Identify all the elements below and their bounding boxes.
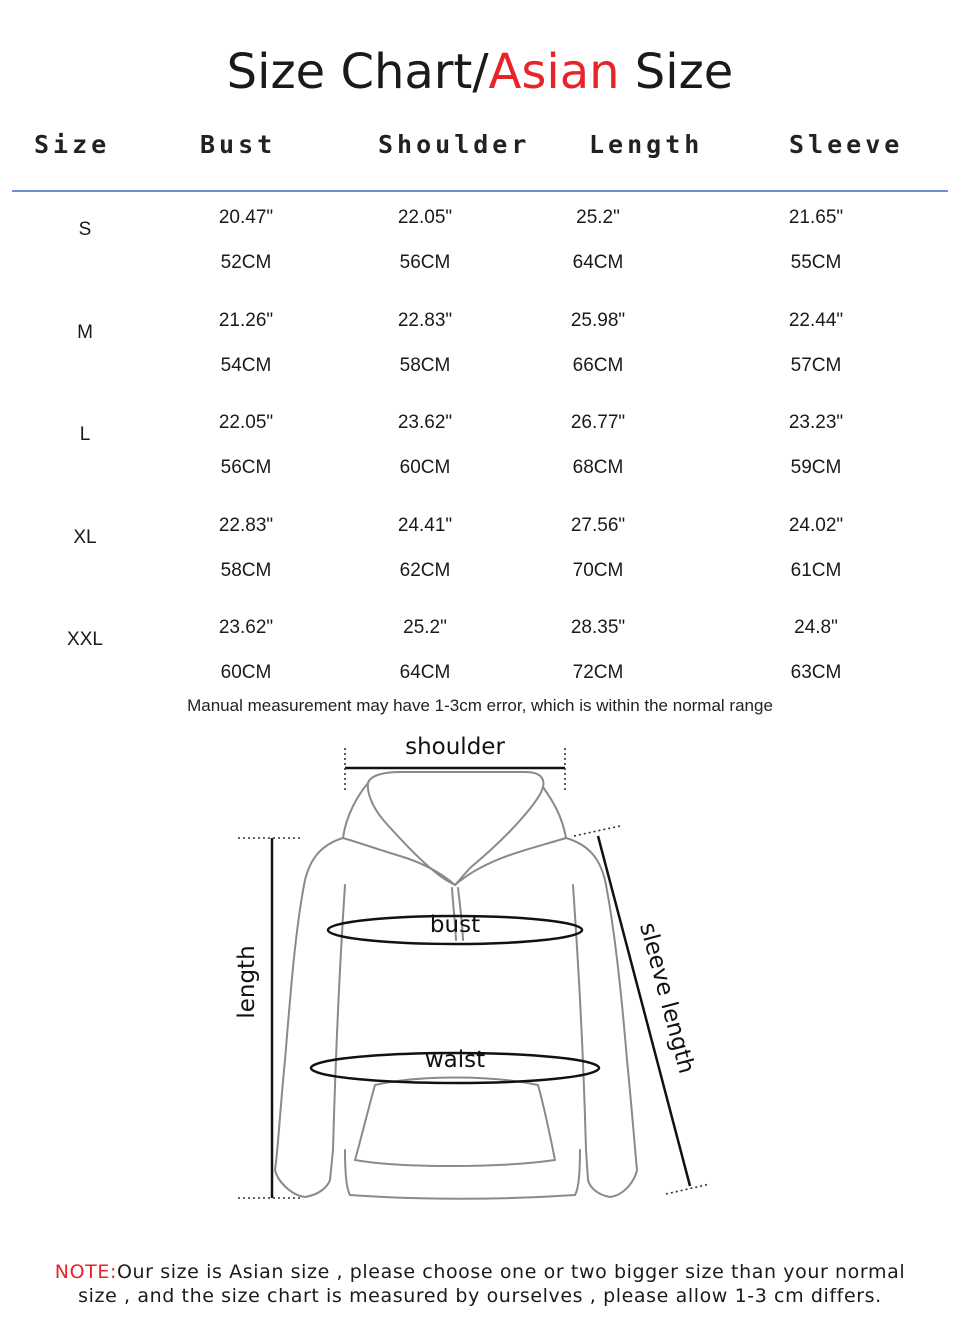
cm-value: 62CM bbox=[399, 559, 451, 581]
inch-value: 22.44" bbox=[788, 309, 844, 331]
cm-value: 64CM bbox=[572, 252, 624, 273]
cm-value: 60CM bbox=[220, 662, 272, 683]
cm-value: 56CM bbox=[399, 252, 451, 273]
inch-value: 22.83" bbox=[218, 514, 274, 536]
note-text: Our size is Asian size , please choose one or two bigger size than your normal size , and the size chart is measured by ourselves , please allow 1-3 cm differs. bbox=[78, 1261, 906, 1307]
bust-label: bust bbox=[429, 912, 481, 938]
cm-value: 64CM bbox=[399, 662, 451, 683]
inch-value: 24.41" bbox=[397, 514, 453, 536]
header-sleeve: Sleeve bbox=[789, 130, 904, 159]
footer-note bbox=[40, 1260, 920, 1308]
size-label: M bbox=[77, 321, 93, 343]
inch-value: 23.62" bbox=[397, 412, 453, 433]
dotted-guides bbox=[238, 748, 710, 1198]
cm-value: 61CM bbox=[790, 559, 842, 581]
inch-value: 22.05" bbox=[218, 412, 274, 433]
title-main: Size Chart/ bbox=[226, 44, 489, 100]
inch-value: 23.62" bbox=[218, 617, 274, 638]
title-tail: Size bbox=[619, 44, 734, 100]
inch-value: 23.23" bbox=[788, 412, 844, 433]
cm-value: 58CM bbox=[399, 354, 451, 376]
size-label: S bbox=[78, 219, 92, 240]
size-label: XL bbox=[73, 526, 97, 548]
cm-value: 57CM bbox=[790, 354, 842, 376]
sleeve-label: sleeve length bbox=[634, 919, 700, 1077]
inch-value: 27.56" bbox=[570, 514, 626, 536]
cm-value: 66CM bbox=[572, 354, 624, 376]
inch-value: 24.8" bbox=[794, 617, 838, 638]
cm-value: 52CM bbox=[220, 252, 272, 273]
size-label: XXL bbox=[67, 629, 103, 650]
shoulder-label: shoulder bbox=[405, 734, 505, 760]
waist-label: waist bbox=[424, 1047, 486, 1073]
header-shoulder: Shoulder bbox=[378, 130, 531, 159]
cm-value: 54CM bbox=[220, 354, 272, 376]
inch-value: 24.02" bbox=[788, 514, 844, 536]
inch-value: 21.26" bbox=[218, 309, 274, 331]
cm-value: 60CM bbox=[399, 457, 451, 478]
header-size: Size bbox=[34, 130, 111, 159]
cm-value: 58CM bbox=[220, 559, 272, 581]
size-label: L bbox=[79, 424, 91, 445]
inch-value: 28.35" bbox=[570, 617, 626, 638]
cm-value: 68CM bbox=[572, 457, 624, 478]
inch-value: 25.2" bbox=[403, 617, 447, 638]
cm-value: 56CM bbox=[220, 457, 272, 478]
cm-value: 55CM bbox=[790, 252, 842, 273]
inch-value: 25.98" bbox=[570, 309, 626, 331]
cm-value: 72CM bbox=[572, 662, 624, 683]
cm-value: 63CM bbox=[790, 662, 842, 683]
note-label: NOTE: bbox=[54, 1261, 117, 1283]
inch-value: 26.77" bbox=[570, 412, 626, 433]
cm-value: 59CM bbox=[790, 457, 842, 478]
inch-value: 25.2" bbox=[576, 207, 620, 228]
header-bust: Bust bbox=[200, 130, 277, 159]
length-label: length bbox=[234, 945, 260, 1019]
inch-value: 22.83" bbox=[397, 309, 453, 331]
inch-value: 21.65" bbox=[788, 207, 844, 228]
header-length: Length bbox=[589, 130, 704, 159]
cm-value: 70CM bbox=[572, 559, 624, 581]
measure-lines bbox=[272, 768, 690, 1198]
measurement-note: Manual measurement may have 1-3cm error, which is within the normal range bbox=[187, 696, 773, 715]
inch-value: 22.05" bbox=[397, 207, 453, 228]
inch-value: 20.47" bbox=[218, 207, 274, 228]
title-accent: Asian bbox=[488, 44, 620, 100]
hoodie-outline bbox=[275, 772, 637, 1199]
